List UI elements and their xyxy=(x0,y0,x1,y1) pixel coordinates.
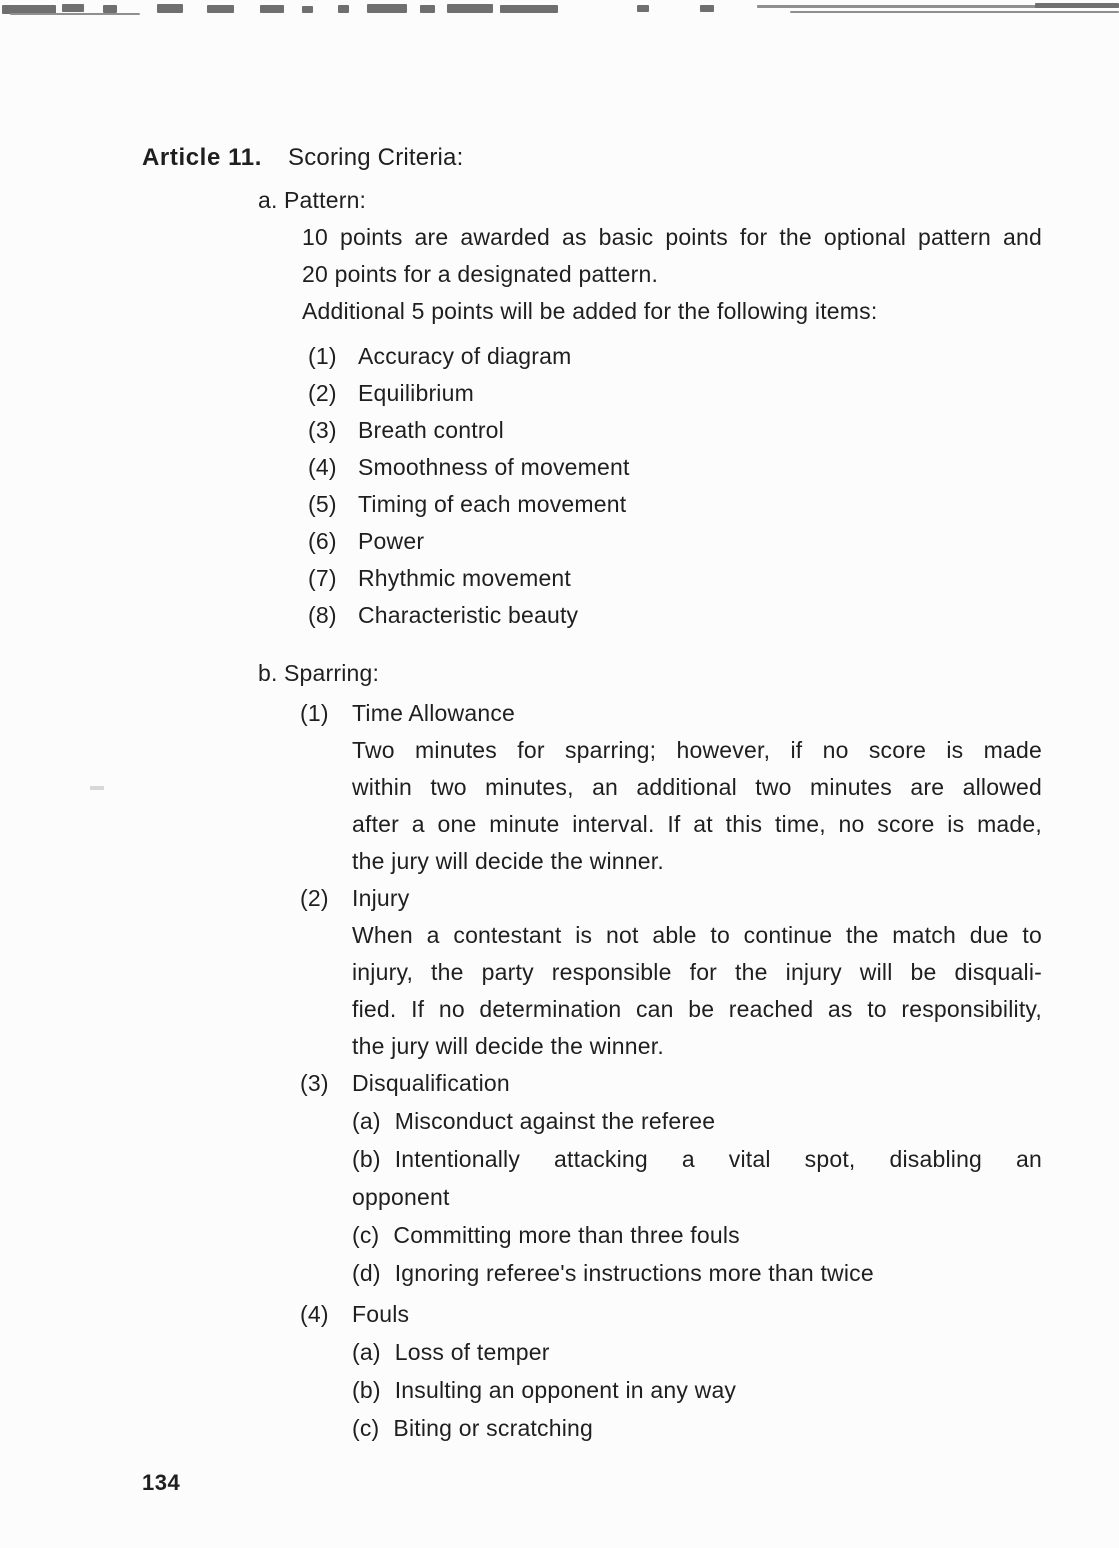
sparring-item xyxy=(300,1296,1042,1447)
article-body xyxy=(0,182,1119,1447)
list-item xyxy=(308,560,1119,597)
margin-speck xyxy=(90,786,104,790)
sub-item-line xyxy=(352,1371,1042,1409)
scan-artifact-dash xyxy=(103,5,117,13)
scan-artifact-dash xyxy=(1035,3,1119,8)
scan-artifact-dash xyxy=(260,5,284,13)
section-title: Sparring: xyxy=(284,660,380,686)
item-title: Disqualification xyxy=(352,1070,510,1096)
sub-item-marker: (a) xyxy=(352,1108,381,1134)
body-line: fied. If no determination can be reached as to responsibility, xyxy=(352,996,1042,1022)
item-heading xyxy=(300,1296,1042,1333)
body-line: within two minutes, an additional two minutes are allowed xyxy=(352,774,1042,800)
list-item xyxy=(308,597,1119,634)
scan-artifact-dash xyxy=(700,5,714,12)
section-heading xyxy=(258,182,1119,219)
section-title: Pattern: xyxy=(284,187,367,213)
scan-artifact-dash xyxy=(790,11,1119,13)
list-item-text: Accuracy of diagram xyxy=(358,343,572,369)
list-item-text: Breath control xyxy=(358,417,504,443)
scan-artifact-dash xyxy=(637,5,649,12)
sub-item-text: Loss of temper xyxy=(394,1339,550,1365)
list-item-marker: (4) xyxy=(308,454,337,480)
list-item-text: Power xyxy=(358,528,425,554)
list-item-text: Characteristic beauty xyxy=(358,602,579,628)
list-item-marker: (3) xyxy=(308,417,337,443)
body-line: after a one minute interval. If at this time, no score is made, xyxy=(352,811,1042,837)
sparring-item xyxy=(300,695,1042,880)
scan-artifact-dash xyxy=(207,5,234,13)
sub-item-line xyxy=(352,1102,1042,1140)
scan-artifact-dash xyxy=(157,4,183,13)
scan-artifact-dash xyxy=(302,6,313,13)
sub-item xyxy=(352,1102,1042,1140)
sub-item-text: Insulting an opponent in any way xyxy=(394,1377,737,1403)
item-title: Fouls xyxy=(352,1301,410,1327)
item-marker: (1) xyxy=(300,700,329,726)
item-title: Injury xyxy=(352,885,410,911)
list-item-marker: (2) xyxy=(308,380,337,406)
paragraph xyxy=(302,219,1042,293)
list-item-marker: (8) xyxy=(308,602,337,628)
sub-item-text: Misconduct against the referee xyxy=(394,1108,716,1134)
sub-item-marker: (d) xyxy=(352,1260,381,1286)
sub-item-line: opponent xyxy=(352,1184,450,1210)
item-heading xyxy=(300,1065,1042,1102)
body-line: the jury will decide the winner. xyxy=(352,1033,664,1059)
scan-artifact-dash xyxy=(10,13,140,15)
section-marker: a. xyxy=(258,187,278,213)
list-item-text: Rhythmic movement xyxy=(358,565,572,591)
list-item xyxy=(308,338,1119,375)
list-item-marker: (5) xyxy=(308,491,337,517)
sub-item-line xyxy=(352,1216,1042,1254)
sub-item-text: Ignoring referee's instructions more than twice xyxy=(394,1260,874,1286)
section-b xyxy=(0,655,1119,1447)
paragraph-line: 20 points for a designated pattern. xyxy=(302,261,659,287)
sub-item-line xyxy=(352,1333,1042,1371)
list-item-text: Smoothness of movement xyxy=(358,454,630,480)
sub-item-text: Biting or scratching xyxy=(393,1415,594,1441)
item-heading xyxy=(300,880,1042,917)
list-item-marker: (1) xyxy=(308,343,337,369)
section-marker: b. xyxy=(258,660,278,686)
sub-item-text: Intentionally attacking a vital spot, disabling an xyxy=(394,1146,1042,1172)
scan-artifact-dash xyxy=(447,4,493,13)
list-item-text: Equilibrium xyxy=(358,380,474,406)
sub-item xyxy=(352,1140,1042,1216)
paragraph xyxy=(302,293,1042,330)
sub-item-marker: (c) xyxy=(352,1415,380,1441)
sub-item xyxy=(352,1409,1042,1447)
sub-item xyxy=(352,1216,1042,1254)
sub-item xyxy=(352,1254,1042,1292)
item-marker: (4) xyxy=(300,1301,329,1327)
article-title: Scoring Criteria: xyxy=(288,144,464,171)
paragraph-line: Additional 5 points will be added for the following items: xyxy=(302,298,878,324)
scan-artifact-dash xyxy=(338,5,349,13)
section-a xyxy=(0,182,1119,634)
item-marker: (3) xyxy=(300,1070,329,1096)
scan-artifact-dash xyxy=(367,4,407,13)
sub-item xyxy=(352,1371,1042,1409)
sparring-item xyxy=(300,1065,1042,1292)
sub-item-line xyxy=(352,1254,1042,1292)
scan-artifact-dash xyxy=(62,4,84,12)
body-line: When a contestant is not able to continue the match due to xyxy=(352,922,1042,948)
body-line: injury, the party responsible for the injury will be disquali- xyxy=(352,959,1042,985)
section-heading xyxy=(258,655,1119,692)
sub-item-marker: (a) xyxy=(352,1339,381,1365)
list-item xyxy=(308,375,1119,412)
sub-item-marker: (b) xyxy=(352,1377,381,1403)
sub-item-marker: (b) xyxy=(352,1146,381,1172)
paragraph-line: 10 points are awarded as basic points for the optional pattern and xyxy=(302,224,1042,250)
list-item-marker: (7) xyxy=(308,565,337,591)
sub-item-text: Committing more than three fouls xyxy=(393,1222,740,1248)
body-line: the jury will decide the winner. xyxy=(352,848,664,874)
page-number: 134 xyxy=(142,1470,181,1495)
sub-item-line xyxy=(352,1409,1042,1447)
list-item xyxy=(308,412,1119,449)
list-item-text: Timing of each movement xyxy=(358,491,627,517)
item-title: Time Allowance xyxy=(352,700,516,726)
list-item-marker: (6) xyxy=(308,528,337,554)
item-marker: (2) xyxy=(300,885,329,911)
scan-artifact-dash xyxy=(420,5,435,13)
scan-artifact-dash xyxy=(500,5,558,13)
sub-item-marker: (c) xyxy=(352,1222,380,1248)
article-heading xyxy=(142,139,1119,176)
sparring-item xyxy=(300,880,1042,1065)
list-item xyxy=(308,523,1119,560)
sub-item-line xyxy=(352,1140,1042,1178)
list-item xyxy=(308,449,1119,486)
article-label: Article 11. xyxy=(142,144,263,171)
item-heading xyxy=(300,695,1042,732)
sub-item xyxy=(352,1333,1042,1371)
body-line: Two minutes for sparring; however, if no score is made xyxy=(352,737,1042,763)
list-item xyxy=(308,486,1119,523)
